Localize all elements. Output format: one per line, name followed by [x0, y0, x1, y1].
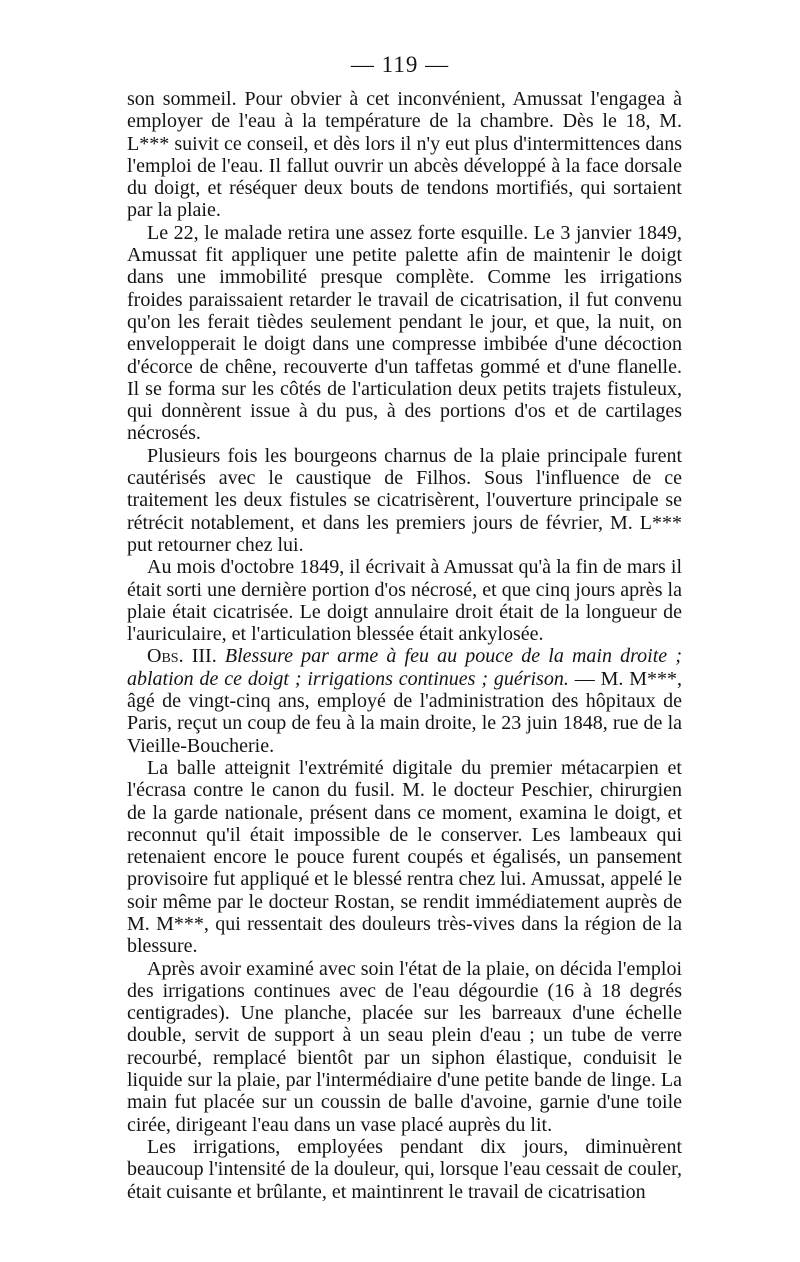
paragraph: Plusieurs fois les bourgeons charnus de la plaie principale furent cautérisés avec le caustique de Filhos. Sous l'influence de ce traitement les deux fistules se cicatrisèrent, l'ouverture principale se rétrécit notablement, et dans les premiers jours de février, M. L*** put retourner chez lui.: [127, 444, 682, 556]
observation-paragraph: [127, 645, 682, 756]
paragraph: Le 22, le malade retira une assez forte esquille. Le 3 janvier 1849, Amussat fit appliquer une petite palette afin de maintenir le doigt dans une immobilité presque complète. Comme les irrigations froides paraissaient retarder le travail de cicatrisation, il fut convenu qu'on les ferait tièdes seulement pendant le jour, et que, la nuit, on envelopperait le doigt dans une compresse imbibée d'une décoction d'écorce de chêne, recouverte d'un taffetas gommé et d'une flanelle. Il se forma sur les côtés de l'articulation deux petits trajets fistuleux, qui donnèrent issue à du pus, à des portions d'os et de cartilages nécrosés.: [127, 221, 682, 445]
observation-title: Blessure par arme à feu au pouce de la main droite ; ablation de ce doigt ; irrigations continues ; guérison.: [127, 645, 682, 690]
observation-label: Obs. III.: [147, 645, 217, 668]
paragraph: La balle atteignit l'extrémité digitale du premier métacarpien et l'écrasa contre le canon du fusil. M. le docteur Peschier, chirurgien de la garde nationale, présent dans ce moment, examina le doigt, et reconnut qu'il était impossible de le conserver. Les lambeaux qui retenaient encore le pouce furent coupés et égalisés, un pansement provisoire fut appliqué et le blessé rentra chez lui. Amussat, appelé le soir même par le docteur Rostan, se rendit immédiatement auprès de M. M***, qui ressentait des douleurs très-vives dans la région de la blessure.: [127, 756, 682, 958]
body-text: [127, 88, 682, 1203]
page-number: — 119 —: [350, 52, 450, 77]
observation-text: — M. M***, âgé de vingt-cinq ans, employé de l'administration des hôpitaux de Paris, reçut un coup de feu à la main droite, le 23 juin 1848, rue de la Vieille-Boucherie.: [127, 667, 682, 757]
paragraph: Après avoir examiné avec soin l'état de la plaie, on décida l'emploi des irrigations continues avec de l'eau dégourdie (16 à 18 degrés centigrades). Une planche, placée sur les barreaux d'une échelle double, servit de support à un seau plein d'eau ; un tube de verre recourbé, remplacé bientôt par un siphon élastique, conduisit le liquide sur la plaie, par l'intermédiaire d'une petite bande de linge. La main fut placée sur un coussin de balle d'avoine, garnie d'une toile cirée, dirigeant l'eau dans un vase placé auprès du lit.: [127, 957, 682, 1136]
paragraph: Au mois d'octobre 1849, il écrivait à Amussat qu'à la fin de mars il était sorti une dernière portion d'os nécrosé, et que cinq jours après la plaie était cicatrisée. Le doigt annulaire droit était de la longueur de l'auriculaire, et l'articulation blessée était ankylosée.: [127, 556, 682, 646]
paragraph: Les irrigations, employées pendant dix jours, diminuèrent beaucoup l'intensité de la douleur, qui, lorsque l'eau cessait de couler, était cuisante et brûlante, et maintinrent le travail de cicatrisation: [127, 1135, 682, 1203]
paragraph-continuation: son sommeil. Pour obvier à cet inconvénient, Amussat l'engagea à employer de l'eau à la température de la chambre. Dès le 18, M. L*** suivit ce conseil, et dès lors il n'y eut plus d'intermittences dans l'emploi de l'eau. Il fallut ouvrir un abcès développé à la face dorsale du doigt, et réséquer deux bouts de tendons mortifiés, qui sortaient par la plaie.: [127, 88, 682, 222]
